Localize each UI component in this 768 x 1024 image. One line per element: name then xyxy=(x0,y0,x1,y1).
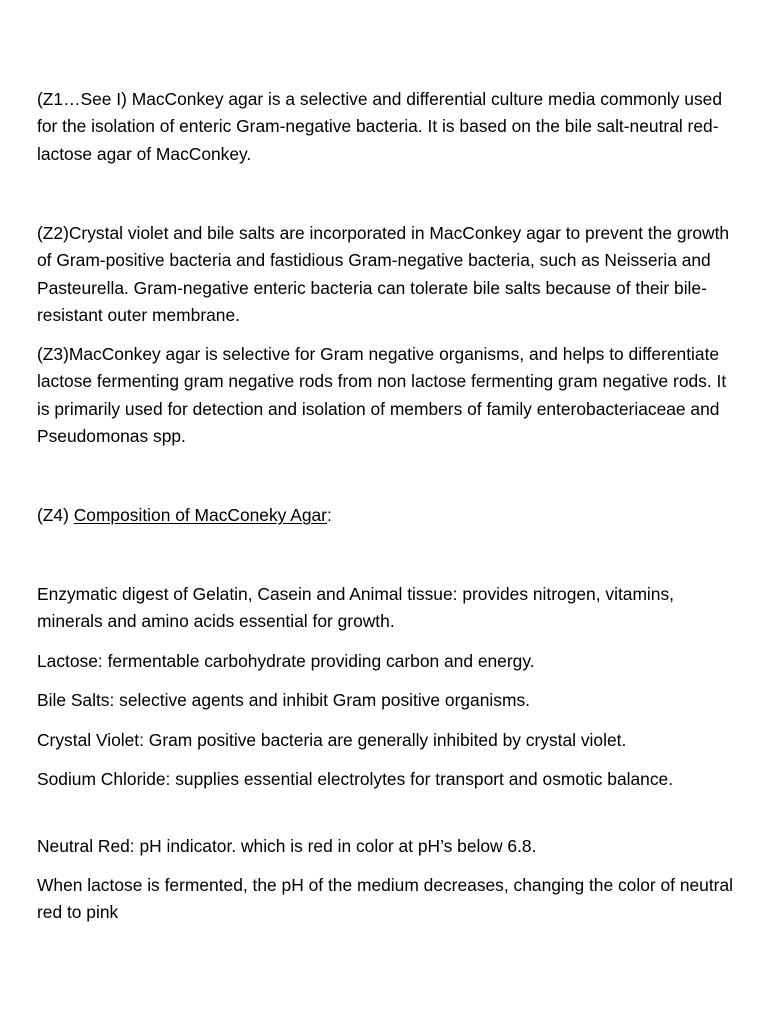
composition-item-sodium-chloride: Sodium Chloride: supplies essential electrolytes for transport and osmotic balance. xyxy=(37,769,674,789)
composition-heading-colon: : xyxy=(326,505,332,525)
composition-heading-line xyxy=(37,502,737,529)
paragraph-z1: (Z1…See I) MacConkey agar is a selective and differential culture media commonly used for the isolation of enteric Gram-negative bacteria. It is based on the bile salt-neutral red-lactose agar of MacConkey. xyxy=(37,89,722,164)
composition-item-bile-salts: Bile Salts: selective agents and inhibit Gram positive organisms. xyxy=(37,690,530,710)
composition-item-crystal-violet: Crystal Violet: Gram positive bacteria are generally inhibited by crystal violet. xyxy=(37,730,627,750)
composition-heading: Composition of MacConeky Agar xyxy=(73,505,327,525)
paragraph-z2: (Z2)Crystal violet and bile salts are incorporated in MacConkey agar to prevent the growth of Gram-positive bacteria and fastidious Gram-negative bacteria, such as Neisseria and Pasteurella. Gram-negative enteric bacteria can tolerate bile salts because of their bile-resistant outer membrane. xyxy=(37,223,730,325)
composition-item-lactose: Lactose: fermentable carbohydrate providing carbon and energy. xyxy=(37,651,535,671)
composition-item-neutral-red: Neutral Red: pH indicator. which is red in color at pH’s below 6.8. xyxy=(37,836,537,856)
paragraph-z3: (Z3)MacConkey agar is selective for Gram negative organisms, and helps to differentiate lactose fermenting gram negative rods from non lactose fermenting gram negative rods. It is primarily used for detection and isolation of members of family enterobacteriaceae and Pseudomonas spp. xyxy=(37,344,727,446)
composition-item-lactose-fermentation: When lactose is fermented, the pH of the medium decreases, changing the color of neutral red to pink xyxy=(37,875,734,923)
composition-item-enzymatic-digest: Enzymatic digest of Gelatin, Casein and Animal tissue: provides nitrogen, vitamins, minerals and amino acids essential for growth. xyxy=(37,584,674,632)
composition-prefix: (Z4) xyxy=(37,505,74,525)
